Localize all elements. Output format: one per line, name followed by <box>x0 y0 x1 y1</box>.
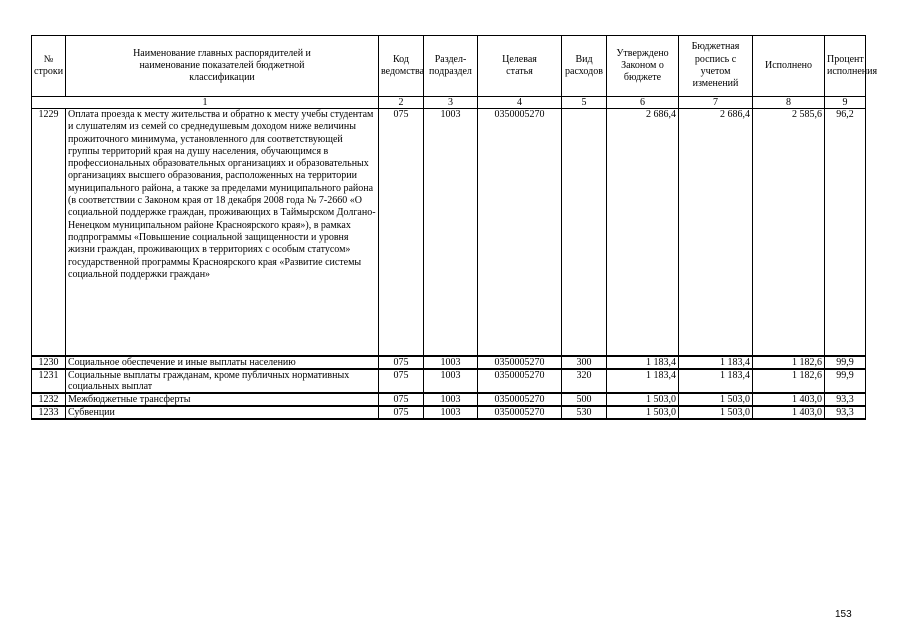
row-section: 1003 <box>424 369 478 393</box>
row-executed: 1 182,6 <box>753 369 825 393</box>
row-name: Межбюджетные трансферты <box>66 393 379 406</box>
table-row <box>32 109 866 357</box>
column-number: 4 <box>478 97 562 109</box>
header-row-number: № строки <box>32 36 66 97</box>
row-name: Социальное обеспечение и иные выплаты населению <box>66 356 379 369</box>
row-name: Субвенции <box>66 406 379 419</box>
header-expense-type: Вид расходов <box>562 36 607 97</box>
row-expense-type <box>562 109 607 357</box>
table-row <box>32 406 866 419</box>
column-number-row <box>32 97 866 109</box>
row-number: 1231 <box>32 369 66 393</box>
row-dept-code: 075 <box>379 393 424 406</box>
row-percent: 93,3 <box>825 406 866 419</box>
row-expense-type: 500 <box>562 393 607 406</box>
row-executed: 1 403,0 <box>753 406 825 419</box>
row-target-article: 0350005270 <box>478 393 562 406</box>
row-number: 1230 <box>32 356 66 369</box>
row-section: 1003 <box>424 393 478 406</box>
row-approved: 1 183,4 <box>607 356 679 369</box>
column-number: 5 <box>562 97 607 109</box>
table-row <box>32 369 866 393</box>
row-expense-type: 320 <box>562 369 607 393</box>
row-number: 1232 <box>32 393 66 406</box>
row-approved: 1 183,4 <box>607 369 679 393</box>
header-dept-code: Код ведомства <box>379 36 424 97</box>
row-budget-schedule: 1 503,0 <box>679 393 753 406</box>
column-number: 6 <box>607 97 679 109</box>
row-target-article: 0350005270 <box>478 356 562 369</box>
column-number: 7 <box>679 97 753 109</box>
row-percent: 96,2 <box>825 109 866 357</box>
row-budget-schedule: 1 503,0 <box>679 406 753 419</box>
row-expense-type: 530 <box>562 406 607 419</box>
row-approved: 1 503,0 <box>607 406 679 419</box>
header-executed: Исполнено <box>753 36 825 97</box>
row-executed: 1 182,6 <box>753 356 825 369</box>
row-target-article: 0350005270 <box>478 369 562 393</box>
row-dept-code: 075 <box>379 406 424 419</box>
header-section: Раздел-подраздел <box>424 36 478 97</box>
row-section: 1003 <box>424 356 478 369</box>
row-dept-code: 075 <box>379 369 424 393</box>
header-approved: Утверждено Законом о бюджете <box>607 36 679 97</box>
column-number: 1 <box>32 97 379 109</box>
row-number: 1233 <box>32 406 66 419</box>
table-header-row <box>32 36 866 97</box>
table-row <box>32 356 866 369</box>
header-name: Наименование главных распорядителей и наименование показателей бюджетной классификации <box>66 36 379 97</box>
header-target-article: Целевая статья <box>478 36 562 97</box>
header-percent: Процент исполнения <box>825 36 866 97</box>
row-budget-schedule: 1 183,4 <box>679 369 753 393</box>
row-expense-type: 300 <box>562 356 607 369</box>
table-row <box>32 393 866 406</box>
row-dept-code: 075 <box>379 109 424 357</box>
row-executed: 2 585,6 <box>753 109 825 357</box>
row-percent: 99,9 <box>825 356 866 369</box>
header-budget-schedule: Бюджетная роспись с учетом изменений <box>679 36 753 97</box>
row-dept-code: 075 <box>379 356 424 369</box>
row-section: 1003 <box>424 406 478 419</box>
row-section: 1003 <box>424 109 478 357</box>
column-number: 3 <box>424 97 478 109</box>
row-target-article: 0350005270 <box>478 406 562 419</box>
row-name: Социальные выплаты гражданам, кроме публичных нормативных социальных выплат <box>66 369 379 393</box>
column-number: 8 <box>753 97 825 109</box>
budget-table <box>31 35 878 420</box>
row-approved: 2 686,4 <box>607 109 679 357</box>
row-budget-schedule: 2 686,4 <box>679 109 753 357</box>
row-number: 1229 <box>32 109 66 357</box>
column-number: 9 <box>825 97 866 109</box>
row-executed: 1 403,0 <box>753 393 825 406</box>
row-percent: 93,3 <box>825 393 866 406</box>
row-name: Оплата проезда к месту жительства и обратно к месту учебы студентам и слушателям из семей со среднедушевым доходом ниже величины прожиточного минимума, установленного для соответствующей группы территорий края на душу населения, обучающимся в профессиональных образовательных организациях и образовательных организациях высшего образования, расположенных на территории муниципального района, а также за пределами муниципального района (в соответствии с Законом края от 18 декабря 2008 года № 7-2660 «О социальной поддержке граждан, проживающих в Таймырском Долгано-Ненецком муниципальном районе Красноярского края»), в рамках подпрограммы «Повышение социальной защищенности и уровня жизни граждан, проживающих в территориях с особым статусом» государственной программы Красноярского края «Развитие системы социальной поддержки граждан» <box>66 109 379 357</box>
page-number: 153 <box>835 609 852 620</box>
row-target-article: 0350005270 <box>478 109 562 357</box>
column-number: 2 <box>379 97 424 109</box>
row-percent: 99,9 <box>825 369 866 393</box>
row-budget-schedule: 1 183,4 <box>679 356 753 369</box>
row-approved: 1 503,0 <box>607 393 679 406</box>
